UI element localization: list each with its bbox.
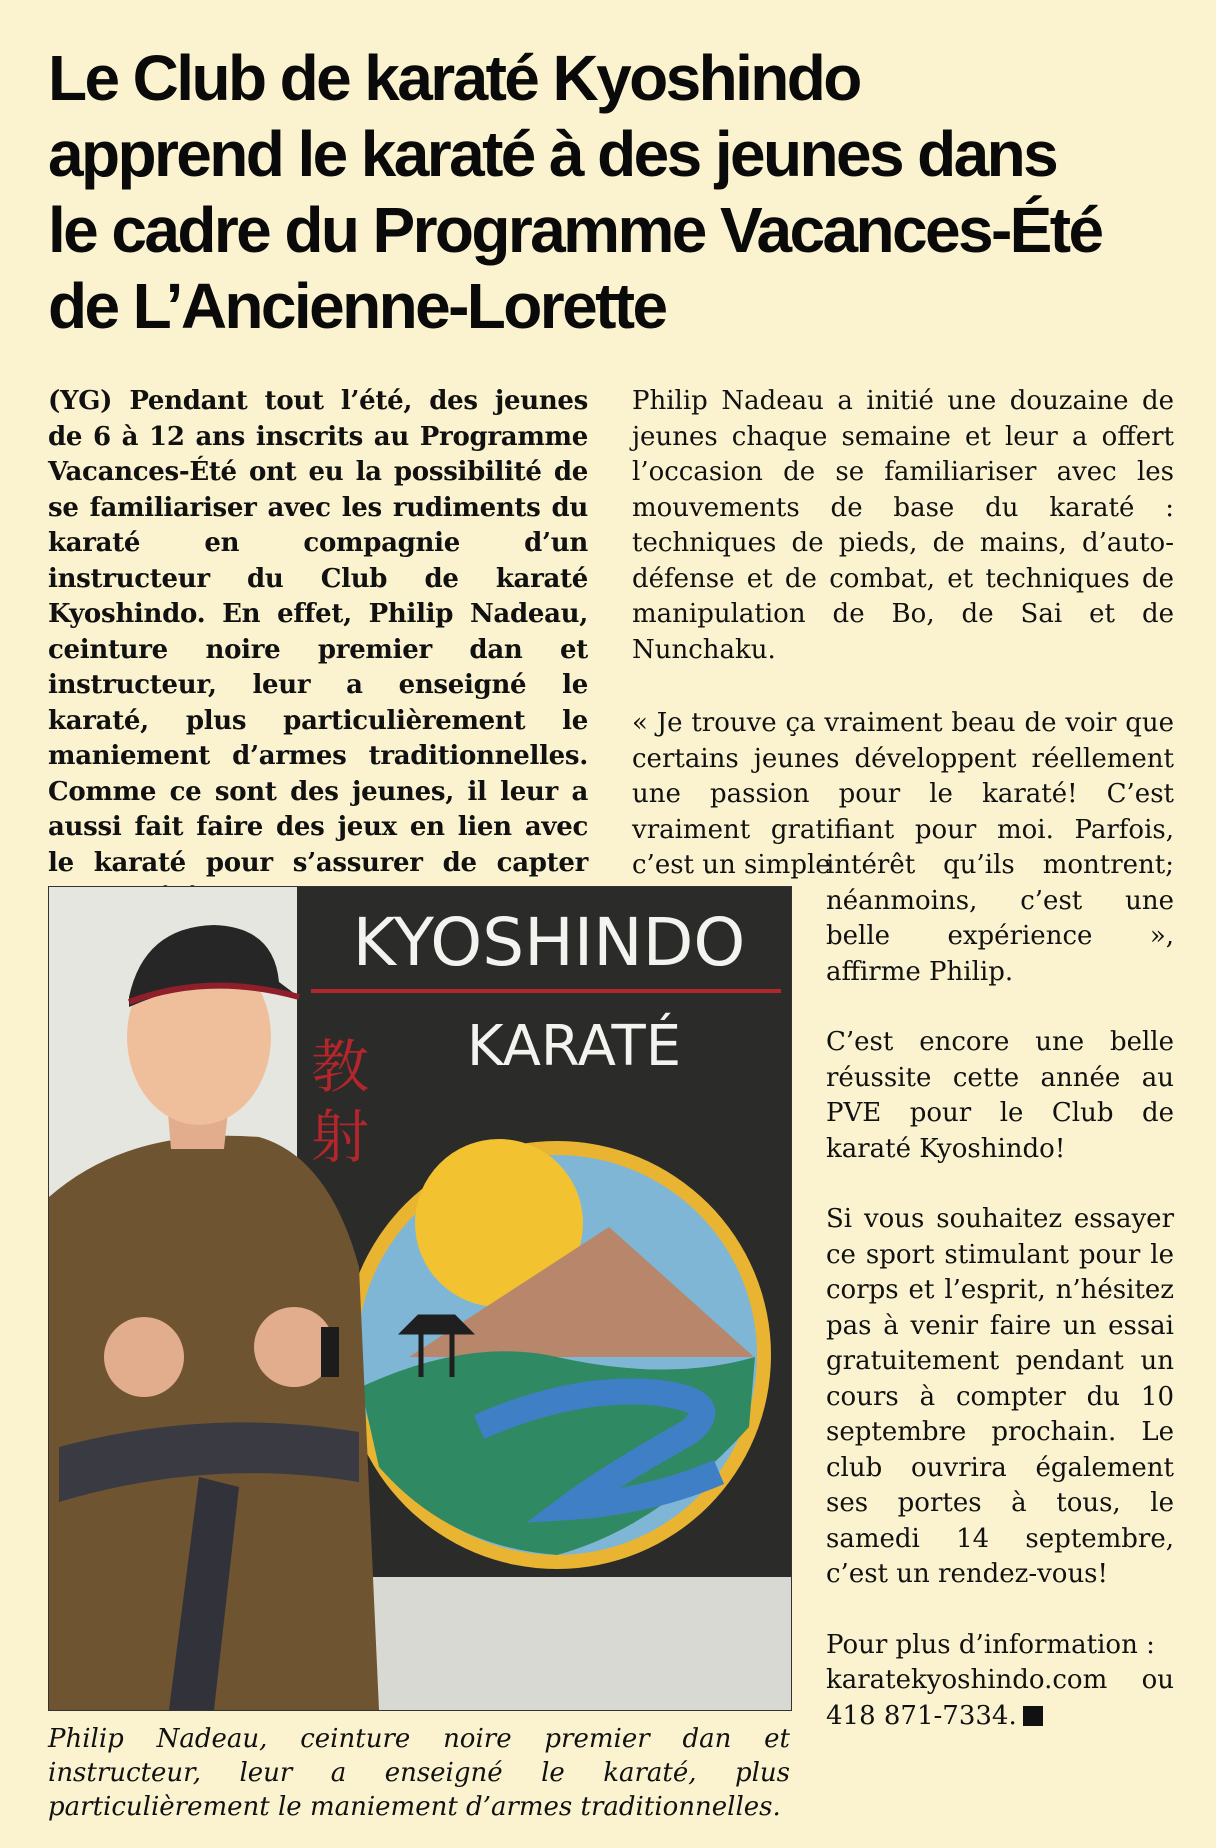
contact-info <box>826 1663 1174 1734</box>
photo-caption <box>48 1722 790 1824</box>
lead-text: (YG) Pendant tout l’été, des jeunes de 6 à 12 ans inscrits au Programme Vacances-Été ont eu la possibilité de se familiariser avec les rudiments du karaté en compagnie d’un instructeur du Club de karaté Kyoshindo. En effet, Philip Nadeau, ceinture noire premier dan et instructeur, leur a enseigné le karaté, plus particulièrement le maniement d’armes traditionnelles. Comme ce sont des jeunes, il leur a aussi fait faire des jeux en lien avec le karaté pour s’assurer de capter <box>48 386 588 878</box>
watch <box>321 1327 339 1377</box>
contact-text: karatekyoshindo.com ou 418 871-7334. <box>826 1665 1174 1731</box>
body-column-right <box>632 384 1174 668</box>
paragraph-invitation: Si vous souhaitez essayer ce sport stimulant pour le corps et l’esprit, n’hésitez pas à venir faire un essai gratuitement pendant un cours à compter du 10 septembre prochain. Le club ouvrira également ses portes à tous, le samedi 14 septembre, c’est un rendez-vous! <box>826 1204 1174 1589</box>
lead-paragraph <box>48 384 588 917</box>
quote-text-start: « Je trouve ça vraiment beau de voir que certains jeunes développent réellement une passion pour le karaté! C’est vraiment gratifiant pour moi. Parfois, c’est un simple <box>632 708 1174 880</box>
title-line: le cadre du Programme Vacances-Été <box>48 194 1102 266</box>
banner-title: KYOSHINDO <box>352 904 746 981</box>
article-title <box>48 40 1168 344</box>
title-line: de L’Ancienne-Lorette <box>48 270 666 342</box>
banner-subtitle: KARATÉ <box>466 1014 682 1079</box>
title-line: Le Club de karaté Kyoshindo <box>48 42 860 114</box>
body-column-narrow <box>826 848 1174 1734</box>
info-line: Pour plus d’information : <box>826 1629 1155 1660</box>
title-line: apprend le karaté à des jeunes dans <box>48 118 1057 190</box>
thumb-left-hand <box>104 1317 184 1397</box>
banner-red-rule <box>311 989 781 993</box>
kanji-char: 射 <box>311 1103 370 1171</box>
caption-text: Philip Nadeau, ceinture noire premier dan et instructeur, leur a enseigné le karaté, plus particulièrement le maniement d’armes traditionnelles. <box>48 1724 790 1822</box>
quote-text-end: intérêt qu’ils montrent; néanmoins, c’est une belle expérience », affirme Philip. <box>826 850 1174 987</box>
kanji-char: 教 <box>311 1033 370 1101</box>
end-mark-icon <box>1023 1706 1043 1726</box>
paragraph-success: C’est encore une belle réussite cette année au PVE pour le Club de karaté Kyoshindo! <box>826 1027 1174 1164</box>
article-photo <box>48 886 792 1711</box>
paragraph-training: Philip Nadeau a initié une douzaine de jeunes chaque semaine et leur a offert l’occasion de se familiariser avec les mouvements de base du karaté : techniques de pieds, de mains, d’auto-défense et de combat, et techniques de manipulation de Bo, de Sai et de Nunchaku. <box>632 386 1174 665</box>
